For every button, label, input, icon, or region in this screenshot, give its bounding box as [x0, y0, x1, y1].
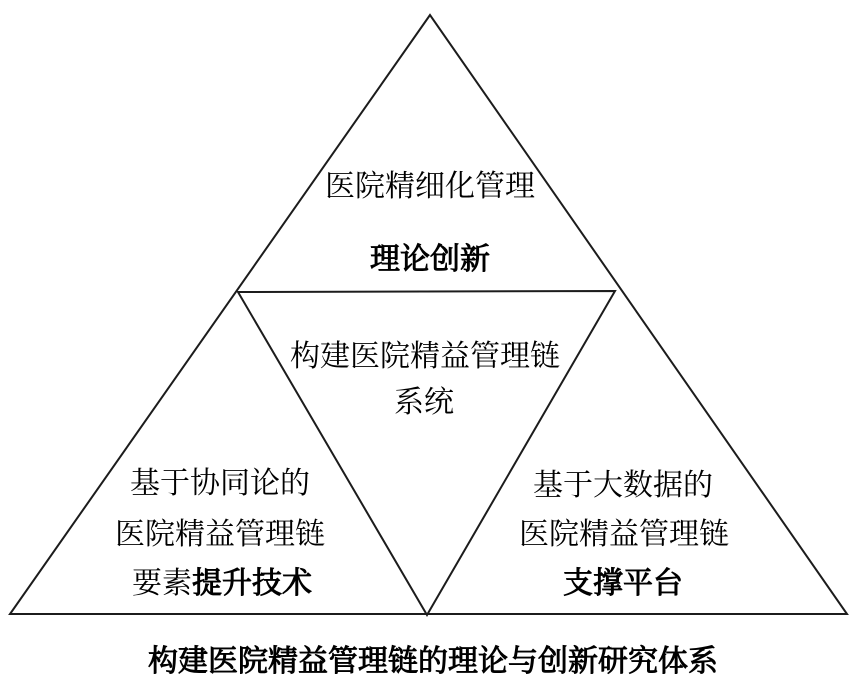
top-triangle-label-line2: 理论创新 [370, 243, 490, 276]
left-triangle-label-line3 [132, 569, 312, 599]
left-triangle-label-line2: 医院精益管理链 [115, 518, 325, 551]
left-triangle-label-line1: 基于协同论的 [130, 467, 310, 500]
center-triangle-label-line2: 系统 [394, 386, 454, 419]
right-triangle-label-line1: 基于大数据的 [533, 469, 713, 502]
diagram-caption: 构建医院精益管理链的理论与创新研究体系 [148, 645, 718, 678]
right-triangle-label-line3: 支撑平台 [563, 567, 683, 600]
left-triangle-label-line3-bold: 提升技术 [192, 567, 312, 600]
right-triangle-label-line2: 医院精益管理链 [519, 518, 729, 551]
center-triangle-label-line1: 构建医院精益管理链 [290, 340, 560, 373]
top-triangle-label-line1: 医院精细化管理 [325, 170, 535, 203]
left-triangle-label-line3-regular: 要素 [132, 567, 192, 600]
